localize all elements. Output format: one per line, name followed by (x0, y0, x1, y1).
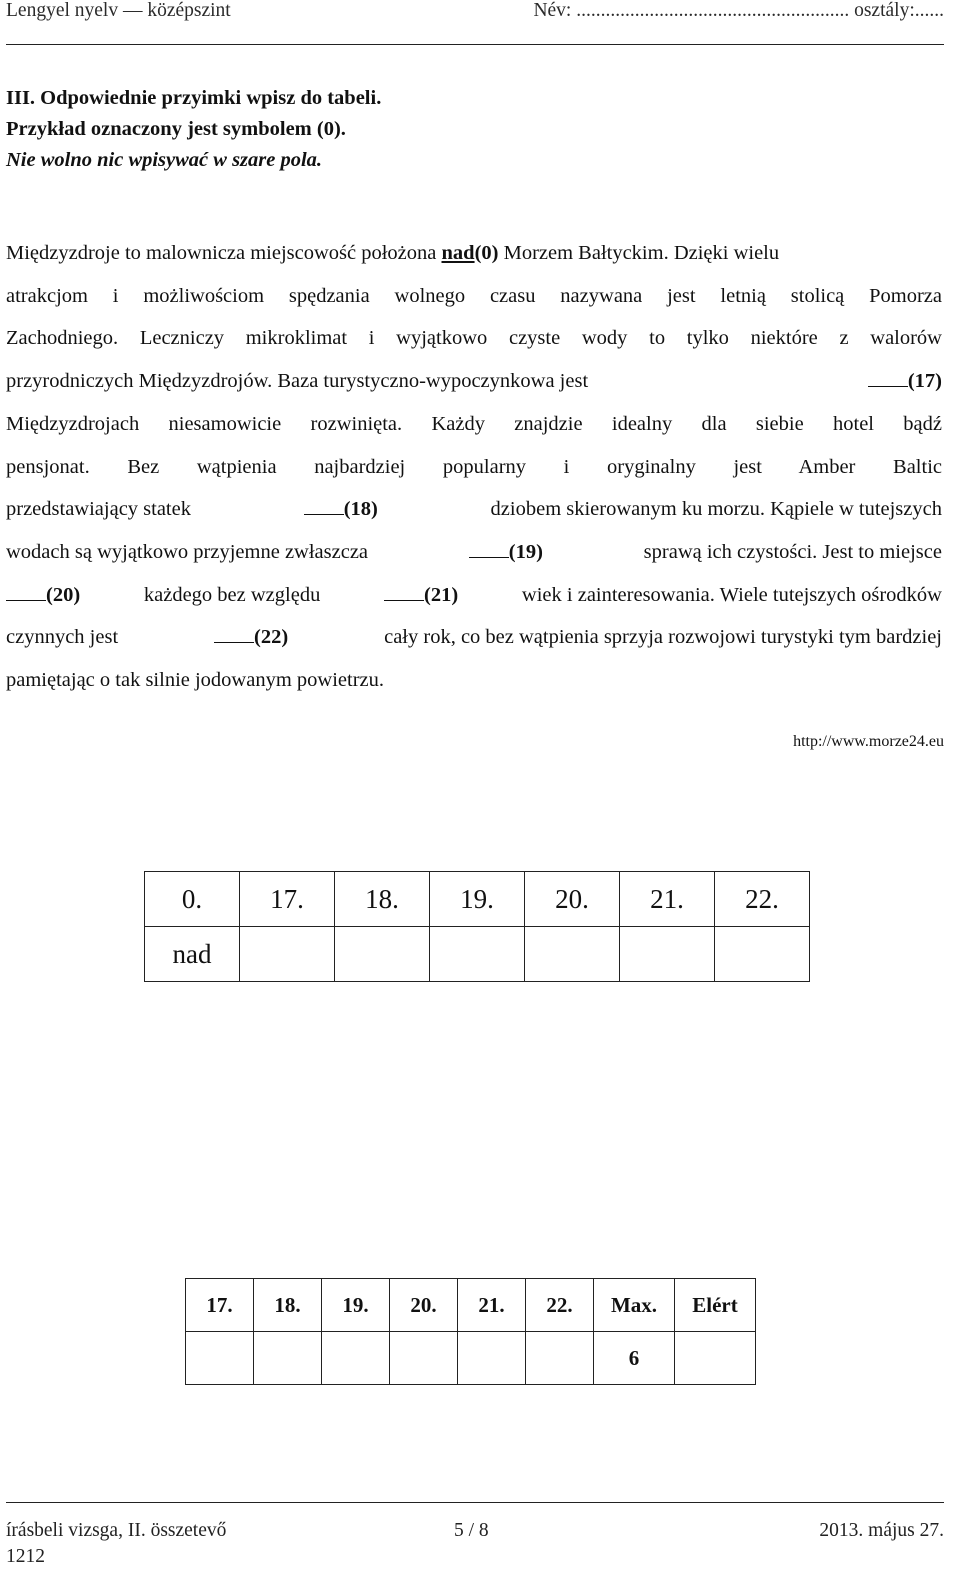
score-header-cell: 19. (322, 1279, 390, 1332)
passage-line-4: przyrodniczych Międzyzdrojów. Baza turystyczno-wypoczynkowa jest (17) (6, 370, 942, 393)
answer-cell[interactable] (240, 927, 335, 982)
footer-exam-part: írásbeli vizsga, II. összetevő (6, 1520, 227, 1541)
answer-cell[interactable] (620, 927, 715, 982)
answer-table-answer-row (145, 927, 810, 982)
gap-22-label: (22) (254, 626, 289, 649)
answer-header-cell: 0. (145, 872, 240, 927)
score-cell (458, 1332, 526, 1385)
reading-passage (6, 232, 942, 702)
answer-table-header-row (145, 872, 810, 927)
gap-20-label: (20) (46, 583, 81, 606)
gap-18-blank (304, 500, 344, 515)
passage-line-2: atrakcjom i możliwościom spędzania wolnego czasu nazywana jest letnią stolicą Pomorza (6, 284, 942, 307)
gap-21-label: (21) (424, 583, 459, 606)
answer-header-cell: 22. (715, 872, 810, 927)
score-header-cell: 21. (458, 1279, 526, 1332)
passage-line-1: Międzyzdroje to malownicza miejscowość położona nad(0) Morzem Bałtyckim. Dzięki wielu (6, 242, 780, 264)
header-subject: Lengyel nyelv — középszint (6, 0, 231, 21)
passage-line-9: (20) każdego bez względu (21) wiek i zainteresowania. Wiele tutejszych ośrodków (6, 574, 942, 617)
score-cell (526, 1332, 594, 1385)
score-table-value-row (186, 1332, 756, 1385)
answer-cell[interactable] (430, 927, 525, 982)
answer-header-cell: 19. (430, 872, 525, 927)
header-name-class: Név: ........................................................ osztály:...... (533, 0, 944, 21)
gap-19-blank (469, 543, 509, 558)
gap-21-blank (384, 586, 424, 601)
passage-line-8: wodach są wyjątkowo przyjemne zwłaszcza (19) sprawą ich czystości. Jest to miejsce (6, 540, 942, 563)
answer-cell[interactable] (525, 927, 620, 982)
footer-code: 1212 (6, 1546, 45, 1567)
gap-20-blank (6, 586, 46, 601)
score-max-value: 6 (594, 1332, 675, 1385)
answer-header-cell: 17. (240, 872, 335, 927)
score-table (185, 1278, 756, 1385)
example-answer: nad (441, 242, 475, 264)
passage-line-5: Międzyzdrojach niesamowicie rozwinięta. Każdy znajdzie idealny dla siebie hotel bądź (6, 412, 942, 435)
score-cell (322, 1332, 390, 1385)
gap-22-blank (214, 628, 254, 643)
answer-cell[interactable] (335, 927, 430, 982)
passage-line-11: pamiętając o tak silnie jodowanym powietrzu. (6, 669, 384, 692)
passage-line-10: czynnych jest (22) cały rok, co bez wątpienia sprzyja rozwojowi turystyki tym bardziej (6, 626, 942, 649)
score-header-achieved: Elért (675, 1279, 756, 1332)
gap-19-label: (19) (508, 540, 543, 563)
footer-date: 2013. május 27. (819, 1520, 944, 1541)
answer-header-cell: 21. (620, 872, 715, 927)
score-cell (254, 1332, 322, 1385)
passage-line-3: Zachodniego. Leczniczy mikroklimat i wyjątkowo czyste wody to tylko niektóre z walorów (6, 327, 942, 350)
score-header-cell: 20. (390, 1279, 458, 1332)
score-cell (390, 1332, 458, 1385)
score-header-cell: 22. (526, 1279, 594, 1332)
answer-header-cell: 18. (335, 872, 430, 927)
instruction-line-2: Przykład oznaczony jest symbolem (0). (6, 118, 346, 140)
score-table-header-row (186, 1279, 756, 1332)
header-divider (6, 44, 944, 45)
gap-18-label: (18) (343, 498, 378, 521)
passage-line-6: pensjonat. Bez wątpienia najbardziej popularny i oryginalny jest Amber Baltic (6, 455, 942, 478)
instruction-line-1: III. Odpowiednie przyimki wpisz do tabeli. (6, 87, 382, 109)
source-url: http://www.morze24.eu (793, 733, 944, 750)
answer-cell: nad (145, 927, 240, 982)
page-header (6, 0, 944, 26)
gap-17-label: (17) (907, 370, 942, 393)
score-achieved-value (675, 1332, 756, 1385)
score-header-cell: 18. (254, 1279, 322, 1332)
answer-table (144, 871, 810, 982)
passage-line-7: przedstawiający statek (18) dziobem skierowanym ku morzu. Kąpiele w tutejszych (6, 498, 942, 521)
gap-17-blank (868, 372, 908, 387)
score-cell (186, 1332, 254, 1385)
score-header-max: Max. (594, 1279, 675, 1332)
task-instructions (6, 83, 381, 176)
footer-page-number: 5 / 8 (454, 1520, 489, 1541)
instruction-line-3: Nie wolno nic wpisywać w szare pola. (6, 149, 323, 171)
score-header-cell: 17. (186, 1279, 254, 1332)
answer-cell[interactable] (715, 927, 810, 982)
footer-divider (6, 1502, 944, 1503)
answer-header-cell: 20. (525, 872, 620, 927)
